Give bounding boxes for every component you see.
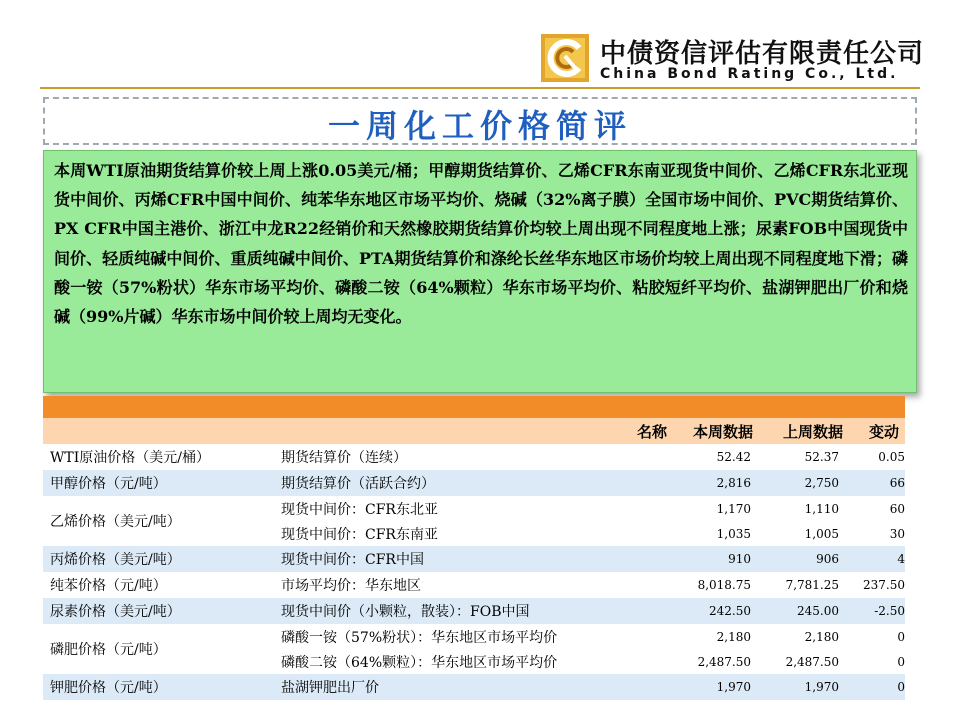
row-this-week: 910 bbox=[667, 546, 759, 572]
row-item: 磷酸二铵（64%颗粒）：华东地区市场平均价 bbox=[279, 649, 667, 674]
row-item: 现货中间价：CFR东北亚 bbox=[279, 496, 667, 521]
row-last-week: 245.00 bbox=[759, 598, 847, 624]
row-item: 市场平均价：华东地区 bbox=[279, 572, 667, 598]
row-category: 尿素价格（美元/吨） bbox=[43, 598, 279, 624]
row-category: WTI原油价格（美元/桶） bbox=[43, 444, 279, 470]
row-last-week: 1,005 bbox=[759, 521, 847, 546]
row-change: 4 bbox=[847, 546, 905, 572]
row-change: 0.05 bbox=[847, 444, 905, 470]
header-last-week: 上周数据 bbox=[759, 418, 847, 444]
table-row bbox=[43, 546, 905, 572]
row-category: 乙烯价格（美元/吨） bbox=[43, 496, 279, 546]
summary-text: 本周WTI原油期货结算价较上周上涨0.05美元/桶；甲醇期货结算价、乙烯CFR东南亚现货中间价、乙烯CFR东北亚现货中间价、丙烯CFR中国中间价、纯苯华东地区市场平均价、烧碱（32%离子膜）全国市场中间价、PVC期货结算价、PX CFR中国主港价、浙江中龙R22经销价和天然橡胶期货结算价均较上周出现不同程度地上涨；尿素FOB中国现货中间价、轻质纯碱中间价、重质纯碱中间价、PTA期货结算价和涤纶长丝华东地区市场价均较上周出现不同程度地下滑；磷酸一铵（57%粉状）华东市场平均价、磷酸二铵（64%颗粒）华东市场平均价、粘胶短纤平均价、盐湖钾肥出厂价和烧碱（99%片碱）华东市场中间价较上周均无变化。 bbox=[43, 150, 917, 393]
title-box bbox=[43, 97, 917, 145]
row-category: 钾肥价格（元/吨） bbox=[43, 674, 279, 700]
table-row bbox=[43, 598, 905, 624]
table-row bbox=[43, 470, 905, 496]
row-this-week: 1,970 bbox=[667, 674, 759, 700]
table-row bbox=[43, 444, 905, 470]
row-category: 丙烯价格（美元/吨） bbox=[43, 546, 279, 572]
row-this-week: 1,035 bbox=[667, 521, 759, 546]
row-last-week: 2,487.50 bbox=[759, 649, 847, 674]
row-item: 期货结算价（连续） bbox=[279, 444, 667, 470]
row-this-week: 1,170 bbox=[667, 496, 759, 521]
table-row bbox=[43, 496, 905, 521]
row-this-week: 8,018.75 bbox=[667, 572, 759, 598]
header-this-week: 本周数据 bbox=[667, 418, 759, 444]
row-last-week: 2,750 bbox=[759, 470, 847, 496]
row-this-week: 2,816 bbox=[667, 470, 759, 496]
row-item: 盐湖钾肥出厂价 bbox=[279, 674, 667, 700]
row-category: 磷肥价格（元/吨） bbox=[43, 624, 279, 674]
row-this-week: 2,487.50 bbox=[667, 649, 759, 674]
row-change: 0 bbox=[847, 674, 905, 700]
row-item: 现货中间价（小颗粒，散装）：FOB中国 bbox=[279, 598, 667, 624]
row-this-week: 52.42 bbox=[667, 444, 759, 470]
row-category: 甲醇价格（元/吨） bbox=[43, 470, 279, 496]
row-last-week: 1,110 bbox=[759, 496, 847, 521]
row-last-week: 1,970 bbox=[759, 674, 847, 700]
table-row bbox=[43, 624, 905, 649]
row-this-week: 2,180 bbox=[667, 624, 759, 649]
row-item: 磷酸一铵（57%粉状）：华东地区市场平均价 bbox=[279, 624, 667, 649]
header-change: 变动 bbox=[847, 418, 905, 444]
price-table bbox=[43, 396, 905, 700]
row-change: 60 bbox=[847, 496, 905, 521]
row-item: 期货结算价（活跃合约） bbox=[279, 470, 667, 496]
row-item: 现货中间价：CFR东南亚 bbox=[279, 521, 667, 546]
company-name-en: China Bond Rating Co., Ltd. bbox=[600, 66, 899, 82]
company-name-cn: 中债资信评估有限责任公司 bbox=[600, 39, 925, 69]
row-change: 0 bbox=[847, 624, 905, 649]
row-change: 237.50 bbox=[847, 572, 905, 598]
row-last-week: 906 bbox=[759, 546, 847, 572]
row-change: -2.50 bbox=[847, 598, 905, 624]
row-last-week: 2,180 bbox=[759, 624, 847, 649]
table-row bbox=[43, 572, 905, 598]
table-top-band bbox=[43, 396, 905, 418]
page-title: 一周化工价格简评 bbox=[327, 107, 632, 145]
row-last-week: 7,781.25 bbox=[759, 572, 847, 598]
company-logo-icon bbox=[541, 34, 589, 82]
table-header-row bbox=[43, 418, 905, 444]
table-row bbox=[43, 674, 905, 700]
header-name: 名称 bbox=[279, 418, 667, 444]
row-change: 0 bbox=[847, 649, 905, 674]
row-change: 30 bbox=[847, 521, 905, 546]
row-item: 现货中间价：CFR中国 bbox=[279, 546, 667, 572]
row-change: 66 bbox=[847, 470, 905, 496]
header-divider bbox=[40, 87, 920, 89]
row-category: 纯苯价格（元/吨） bbox=[43, 572, 279, 598]
row-last-week: 52.37 bbox=[759, 444, 847, 470]
row-this-week: 242.50 bbox=[667, 598, 759, 624]
